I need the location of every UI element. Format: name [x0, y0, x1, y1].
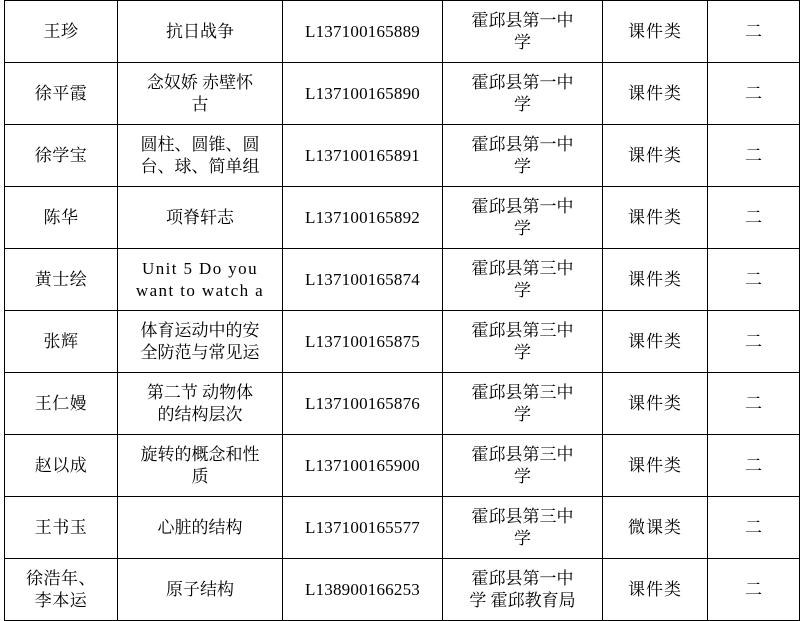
cell-school: [443, 187, 603, 249]
cell-title: [118, 63, 283, 125]
cell-code: L137100165889: [283, 1, 443, 63]
cell-code: L137100165892: [283, 187, 443, 249]
cell-level: 二: [708, 1, 800, 63]
cell-title-line1: 体育运动中的安: [140, 320, 260, 340]
cell-title: 项脊轩志: [118, 187, 283, 249]
table-row: [5, 497, 800, 559]
cell-type: 课件类: [603, 63, 708, 125]
cell-title: [118, 373, 283, 435]
cell-title: [118, 249, 283, 311]
cell-title: [118, 311, 283, 373]
cell-name: 王书玉: [5, 497, 118, 559]
cell-school-line2: 学: [514, 342, 531, 362]
cell-school-line1: 霍邱县第一中: [471, 10, 574, 30]
cell-code: L137100165577: [283, 497, 443, 559]
cell-title-line2: 质: [191, 466, 209, 486]
cell-title: 原子结构: [118, 559, 283, 621]
table-row: [5, 373, 800, 435]
cell-name: [5, 559, 118, 621]
cell-title-line2: 的结构层次: [157, 404, 243, 424]
cell-level: 二: [708, 63, 800, 125]
cell-title-line1: 圆柱、圆锥、圆: [140, 134, 260, 154]
cell-title-line2: want to watch a: [135, 280, 265, 300]
cell-code: L137100165890: [283, 63, 443, 125]
cell-type: 课件类: [603, 187, 708, 249]
awards-table: [4, 0, 800, 621]
cell-name: 赵以成: [5, 435, 118, 497]
cell-type: 课件类: [603, 435, 708, 497]
cell-code: L138900166253: [283, 559, 443, 621]
cell-title-line2: 台、球、简单组: [140, 156, 260, 176]
cell-type: 课件类: [603, 249, 708, 311]
cell-type: 课件类: [603, 373, 708, 435]
cell-code: L137100165874: [283, 249, 443, 311]
cell-title: 抗日战争: [118, 1, 283, 63]
cell-level: 二: [708, 373, 800, 435]
cell-school-line1: 霍邱县第一中: [471, 196, 574, 216]
cell-name: 黄士绘: [5, 249, 118, 311]
cell-school: [443, 559, 603, 621]
table-row: [5, 63, 800, 125]
cell-level: 二: [708, 559, 800, 621]
cell-title-line1: Unit 5 Do you: [142, 258, 258, 278]
cell-level: 二: [708, 497, 800, 559]
table-row: [5, 125, 800, 187]
cell-title: 心脏的结构: [118, 497, 283, 559]
cell-school: [443, 125, 603, 187]
cell-type: 课件类: [603, 1, 708, 63]
cell-school-line1: 霍邱县第三中: [471, 258, 574, 278]
cell-title: [118, 435, 283, 497]
cell-name-line2: 李本运: [34, 590, 88, 610]
cell-title-line1: 念奴娇 赤壁怀: [146, 72, 254, 92]
cell-level: 二: [708, 249, 800, 311]
cell-name: 徐平霞: [5, 63, 118, 125]
cell-type: 课件类: [603, 125, 708, 187]
table-row: [5, 311, 800, 373]
cell-school: [443, 373, 603, 435]
table-row: [5, 187, 800, 249]
cell-level: 二: [708, 311, 800, 373]
cell-school-line1: 霍邱县第一中: [471, 134, 574, 154]
table-row: [5, 559, 800, 621]
cell-school: [443, 497, 603, 559]
cell-school-line2: 学: [514, 156, 531, 176]
cell-school: [443, 1, 603, 63]
cell-school-line2: 学: [514, 466, 531, 486]
cell-school-line1: 霍邱县第三中: [471, 506, 574, 526]
cell-school: [443, 311, 603, 373]
cell-name: 王珍: [5, 1, 118, 63]
cell-name: 徐学宝: [5, 125, 118, 187]
cell-school: [443, 435, 603, 497]
cell-school-line2: 学 霍邱教育局: [469, 590, 576, 610]
cell-level: 二: [708, 187, 800, 249]
cell-school-line1: 霍邱县第三中: [471, 382, 574, 402]
cell-name: 张辉: [5, 311, 118, 373]
cell-title-line2: 古: [191, 94, 209, 114]
cell-title: [118, 125, 283, 187]
cell-school-line1: 霍邱县第一中: [471, 72, 574, 92]
table-row: [5, 249, 800, 311]
cell-name: 陈华: [5, 187, 118, 249]
cell-school-line1: 霍邱县第三中: [471, 320, 574, 340]
cell-school-line2: 学: [514, 280, 531, 300]
cell-name-line1: 徐浩年、: [26, 568, 96, 588]
cell-type: 课件类: [603, 559, 708, 621]
cell-school-line2: 学: [514, 32, 531, 52]
cell-school-line2: 学: [514, 528, 531, 548]
cell-school-line1: 霍邱县第三中: [471, 444, 574, 464]
cell-title-line1: 旋转的概念和性: [140, 444, 260, 464]
cell-school-line2: 学: [514, 218, 531, 238]
cell-school: [443, 63, 603, 125]
table-row: [5, 435, 800, 497]
cell-code: L137100165875: [283, 311, 443, 373]
cell-code: L137100165900: [283, 435, 443, 497]
table-row: [5, 1, 800, 63]
cell-type: 微课类: [603, 497, 708, 559]
cell-level: 二: [708, 125, 800, 187]
cell-school-line2: 学: [514, 404, 531, 424]
cell-school-line2: 学: [514, 94, 531, 114]
cell-code: L137100165891: [283, 125, 443, 187]
cell-title-line2: 全防范与常见运: [140, 342, 260, 362]
cell-code: L137100165876: [283, 373, 443, 435]
cell-level: 二: [708, 435, 800, 497]
cell-school: [443, 249, 603, 311]
cell-title-line1: 第二节 动物体: [146, 382, 254, 402]
cell-school-line1: 霍邱县第一中: [471, 568, 574, 588]
cell-name: 王仁嫚: [5, 373, 118, 435]
cell-type: 课件类: [603, 311, 708, 373]
